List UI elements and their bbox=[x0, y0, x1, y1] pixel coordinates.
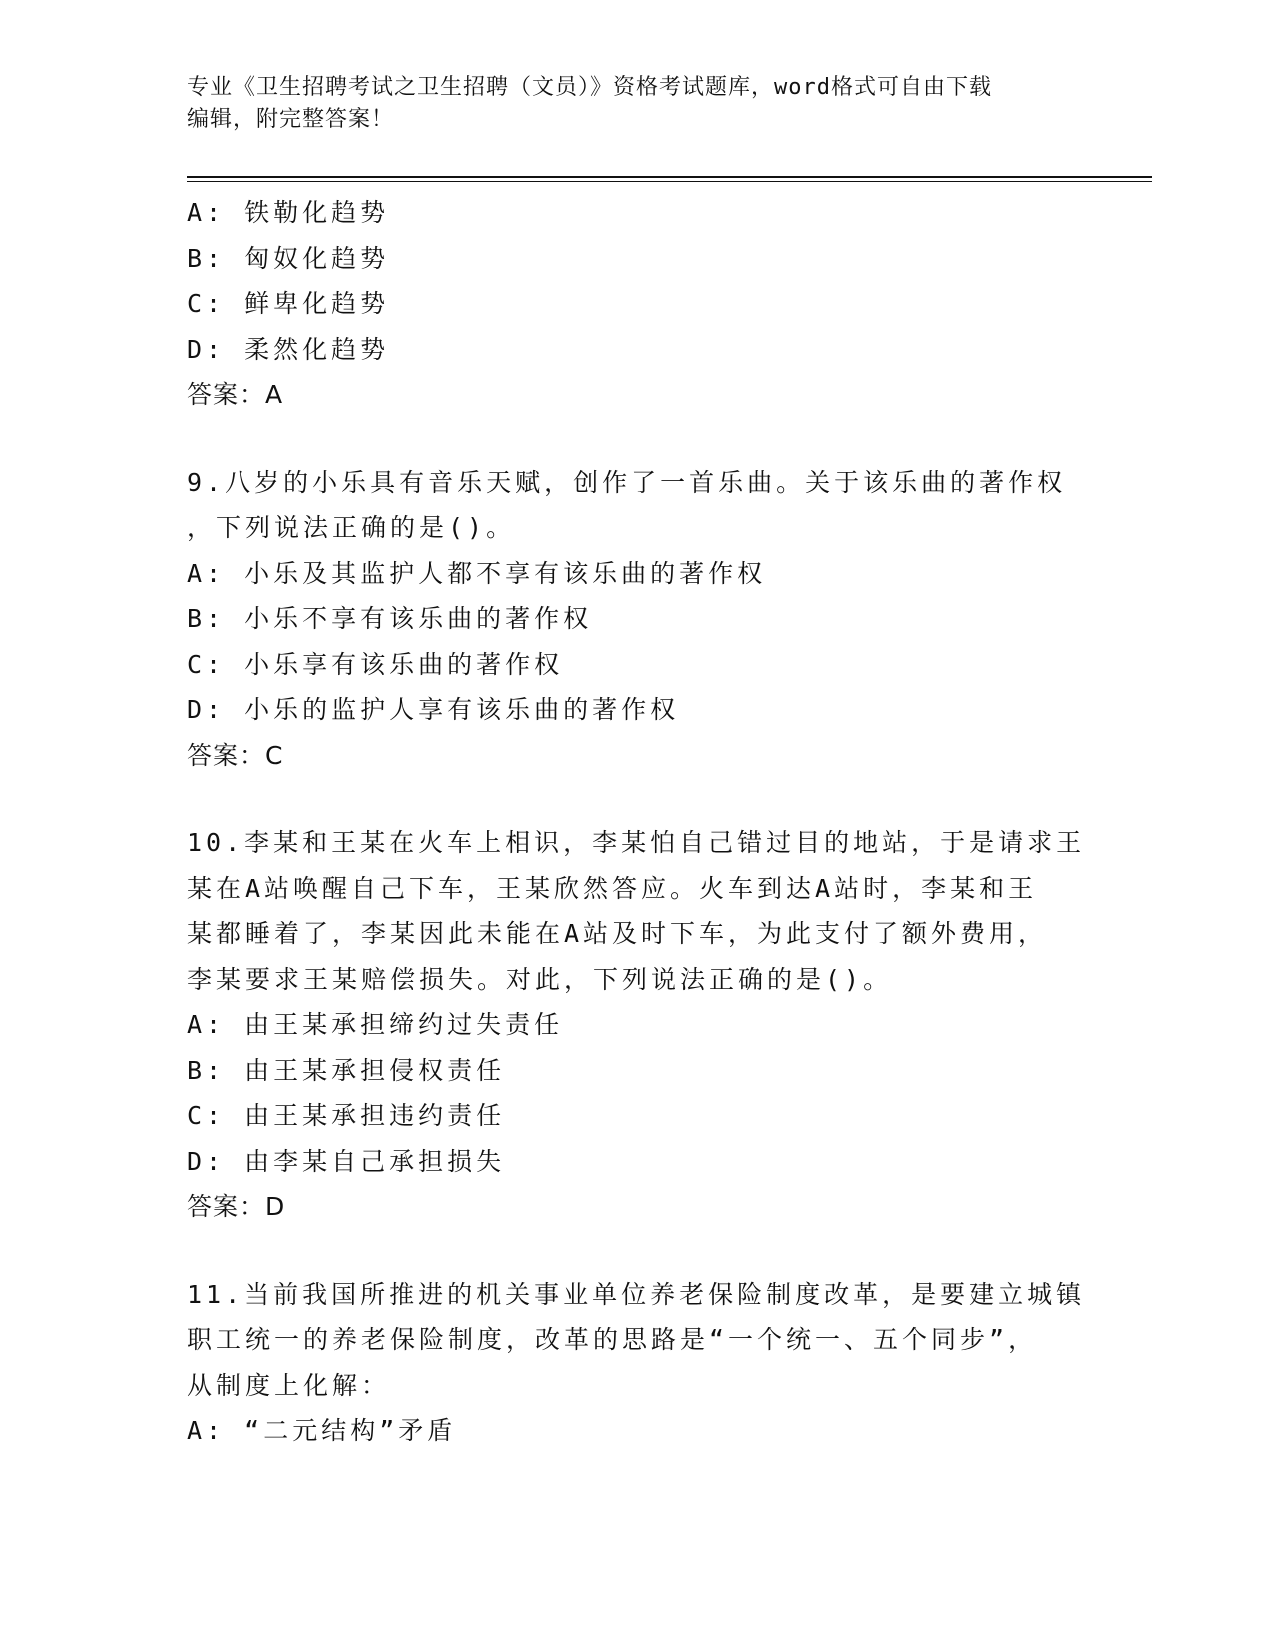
document-header bbox=[187, 72, 1067, 136]
question-text-line: 某在A站唤醒自己下车，王某欣然答应。火车到达A站时，李某和王 bbox=[187, 873, 1038, 903]
header-line-2: 编辑，附完整答案！ bbox=[187, 107, 395, 132]
header-divider-thin bbox=[187, 181, 1152, 182]
header-divider-thick bbox=[187, 176, 1152, 178]
question-11 bbox=[187, 1272, 1087, 1454]
option-b: B: 小乐不享有该乐曲的著作权 bbox=[187, 604, 593, 633]
question-text-line: 从制度上化解： bbox=[187, 1370, 391, 1400]
option-c: C: 由王某承担违约责任 bbox=[187, 1101, 506, 1130]
spacer bbox=[187, 1230, 1087, 1272]
question-8 bbox=[187, 190, 1087, 418]
option-d: D: 柔然化趋势 bbox=[187, 334, 390, 364]
option-a: A: 铁勒化趋势 bbox=[187, 198, 390, 227]
option-c: C: 小乐享有该乐曲的著作权 bbox=[187, 649, 564, 679]
option-a: A: “二元结构”矛盾 bbox=[187, 1416, 457, 1445]
option-b: B: 匈奴化趋势 bbox=[187, 243, 390, 273]
answer: 答案：D bbox=[187, 1192, 286, 1221]
option-a: A: 小乐及其监护人都不享有该乐曲的著作权 bbox=[187, 558, 767, 588]
option-d: D: 由李某自己承担损失 bbox=[187, 1146, 506, 1176]
question-10 bbox=[187, 820, 1087, 1230]
option-b: B: 由王某承担侵权责任 bbox=[187, 1055, 506, 1085]
option-d: D: 小乐的监护人享有该乐曲的著作权 bbox=[187, 695, 680, 724]
header-line-1: 专业《卫生招聘考试之卫生招聘（文员）》资格考试题库，word格式可自由下载 bbox=[187, 75, 992, 100]
question-text-line: 李某要求王某赔偿损失。对此，下列说法正确的是()。 bbox=[187, 964, 893, 994]
question-text-line: 职工统一的养老保险制度，改革的思路是“一个统一、五个同步”， bbox=[187, 1325, 1038, 1354]
question-text-line: 11.当前我国所推进的机关事业单位养老保险制度改革，是要建立城镇 bbox=[187, 1279, 1086, 1309]
question-list bbox=[187, 190, 1087, 1454]
question-text-line: 10.李某和王某在火车上相识，李某怕自己错过目的地站，于是请求王 bbox=[187, 828, 1086, 857]
spacer bbox=[187, 778, 1087, 820]
spacer bbox=[187, 418, 1087, 460]
question-text-line: 9.八岁的小乐具有音乐天赋，创作了一首乐曲。关于该乐曲的著作权 bbox=[187, 467, 1067, 497]
answer: 答案：A bbox=[187, 380, 284, 409]
option-a: A: 由王某承担缔约过失责任 bbox=[187, 1010, 564, 1039]
answer: 答案：C bbox=[187, 740, 284, 770]
option-c: C: 鲜卑化趋势 bbox=[187, 289, 390, 318]
question-text-line: ，下列说法正确的是()。 bbox=[187, 513, 516, 542]
question-text-line: 某都睡着了，李某因此未能在A站及时下车，为此支付了额外费用， bbox=[187, 919, 1048, 948]
question-9 bbox=[187, 460, 1087, 779]
